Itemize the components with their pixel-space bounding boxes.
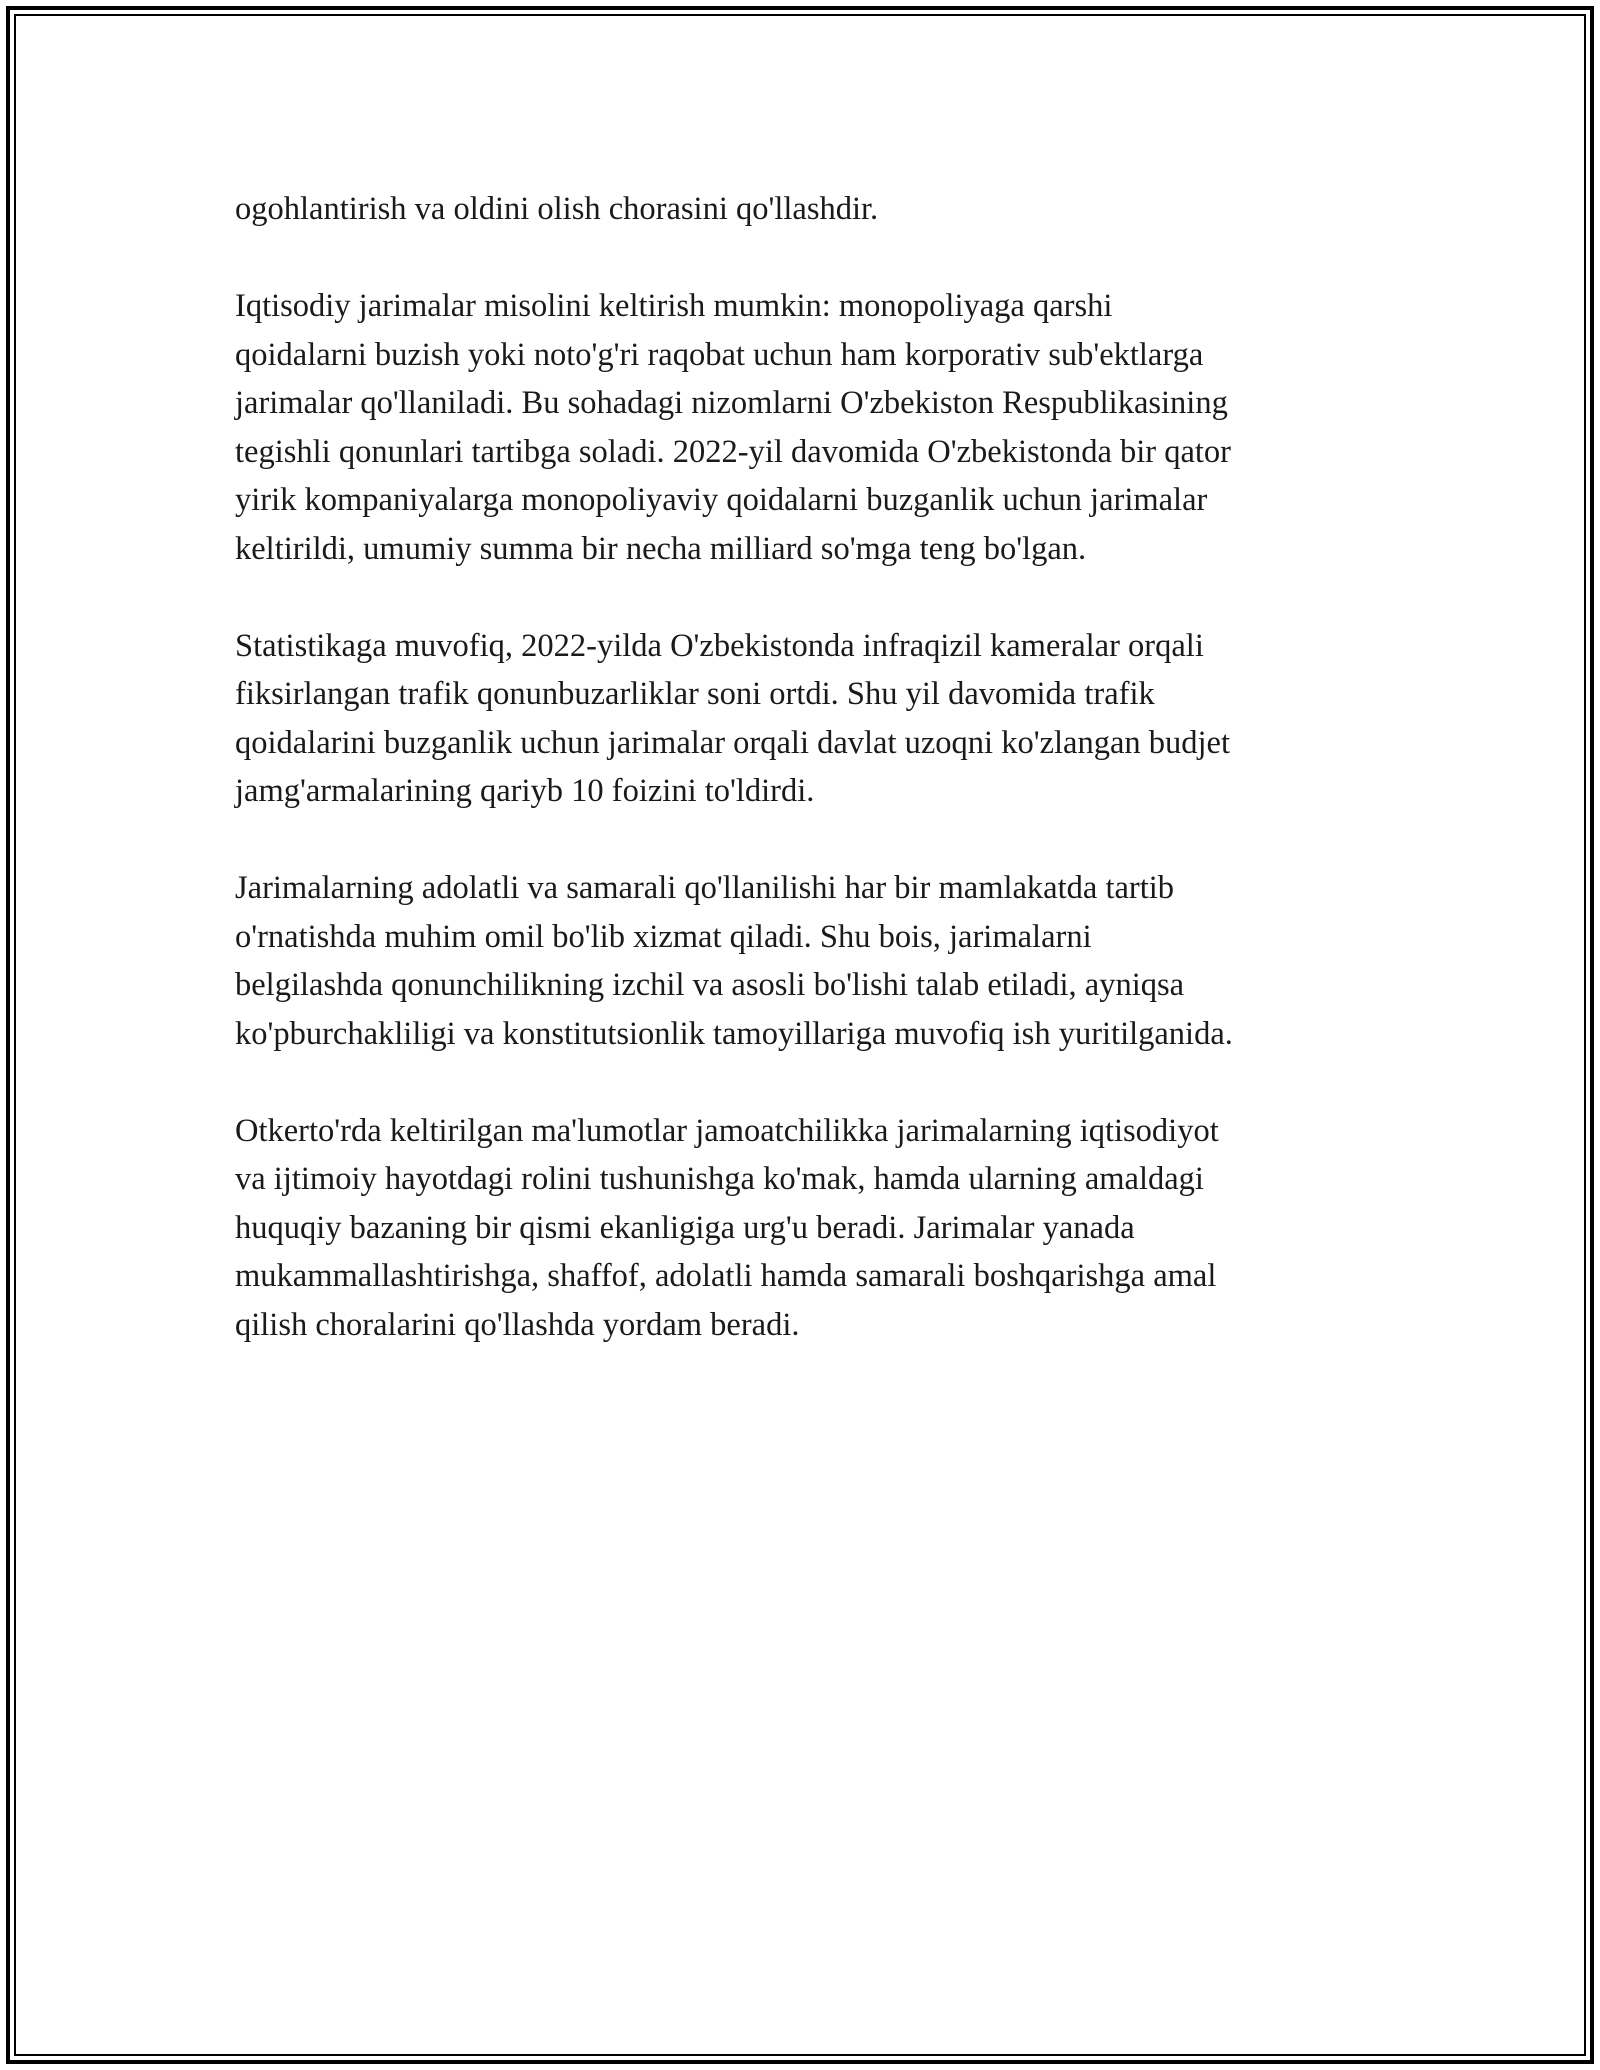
paragraph-2: Iqtisodiy jarimalar misolini keltirish mumkin: monopoliyaga qarshi qoidalarni buzish yoki noto'g'ri raqobat uchun ham korporativ sub'ektlarga jarimalar qo'llaniladi. Bu sohadagi nizomlarni O'zbekiston Respublikasining tegishli qonunlari tartibga soladi. 2022-yil davomida O'zbekistonda bir qator yirik kompaniyalarga monopoliyaviy qoidalarni buzganlik uchun jarimalar keltirildi, umumiy summa bir necha milliard so'mga teng bo'lgan. xyxy=(235,288,1231,567)
paragraph-5: Otkerto'rda keltirilgan ma'lumotlar jamoatchilikka jarimalarning iqtisodiyot va ijtimoiy hayotdagi rolini tushunishga ko'mak, hamda ularning amaldagi huquqiy bazaning bir qismi ekanligiga urg'u beradi. Jarimalar yanada mukammallashtirishga, shaffof, adolatli hamda samarali boshqarishga amal qilish choralarini qo'llashda yordam beradi. xyxy=(235,1112,1219,1343)
paragraph-4: Jarimalarning adolatli va samarali qo'llanilishi har bir mamlakatda tartib o'rnatishda muhim omil bo'lib xizmat qiladi. Shu bois, jarimalarni belgilashda qonunchilikning izchil va asosli bo'lishi talab etiladi, ayniqsa ko'pburchakliligi va konstitutsionlik tamoyillariga muvofiq ish yuritilganida. xyxy=(235,870,1233,1052)
paragraph-1: ogohlantirish va oldini olish chorasini qo'llashdir. xyxy=(235,191,879,227)
paragraph-3: Statistikaga muvofiq, 2022-yilda O'zbekistonda infraqizil kameralar orqali fiksirlangan trafik qonunbuzarliklar soni ortdi. Shu yil davomida trafik qoidalarini buzganlik uchun jarimalar orqali davlat uzoqni ko'zlangan budjet jamg'armalarining qariyb 10 foizini to'ldirdi. xyxy=(235,627,1230,809)
document-body xyxy=(235,185,1365,1398)
